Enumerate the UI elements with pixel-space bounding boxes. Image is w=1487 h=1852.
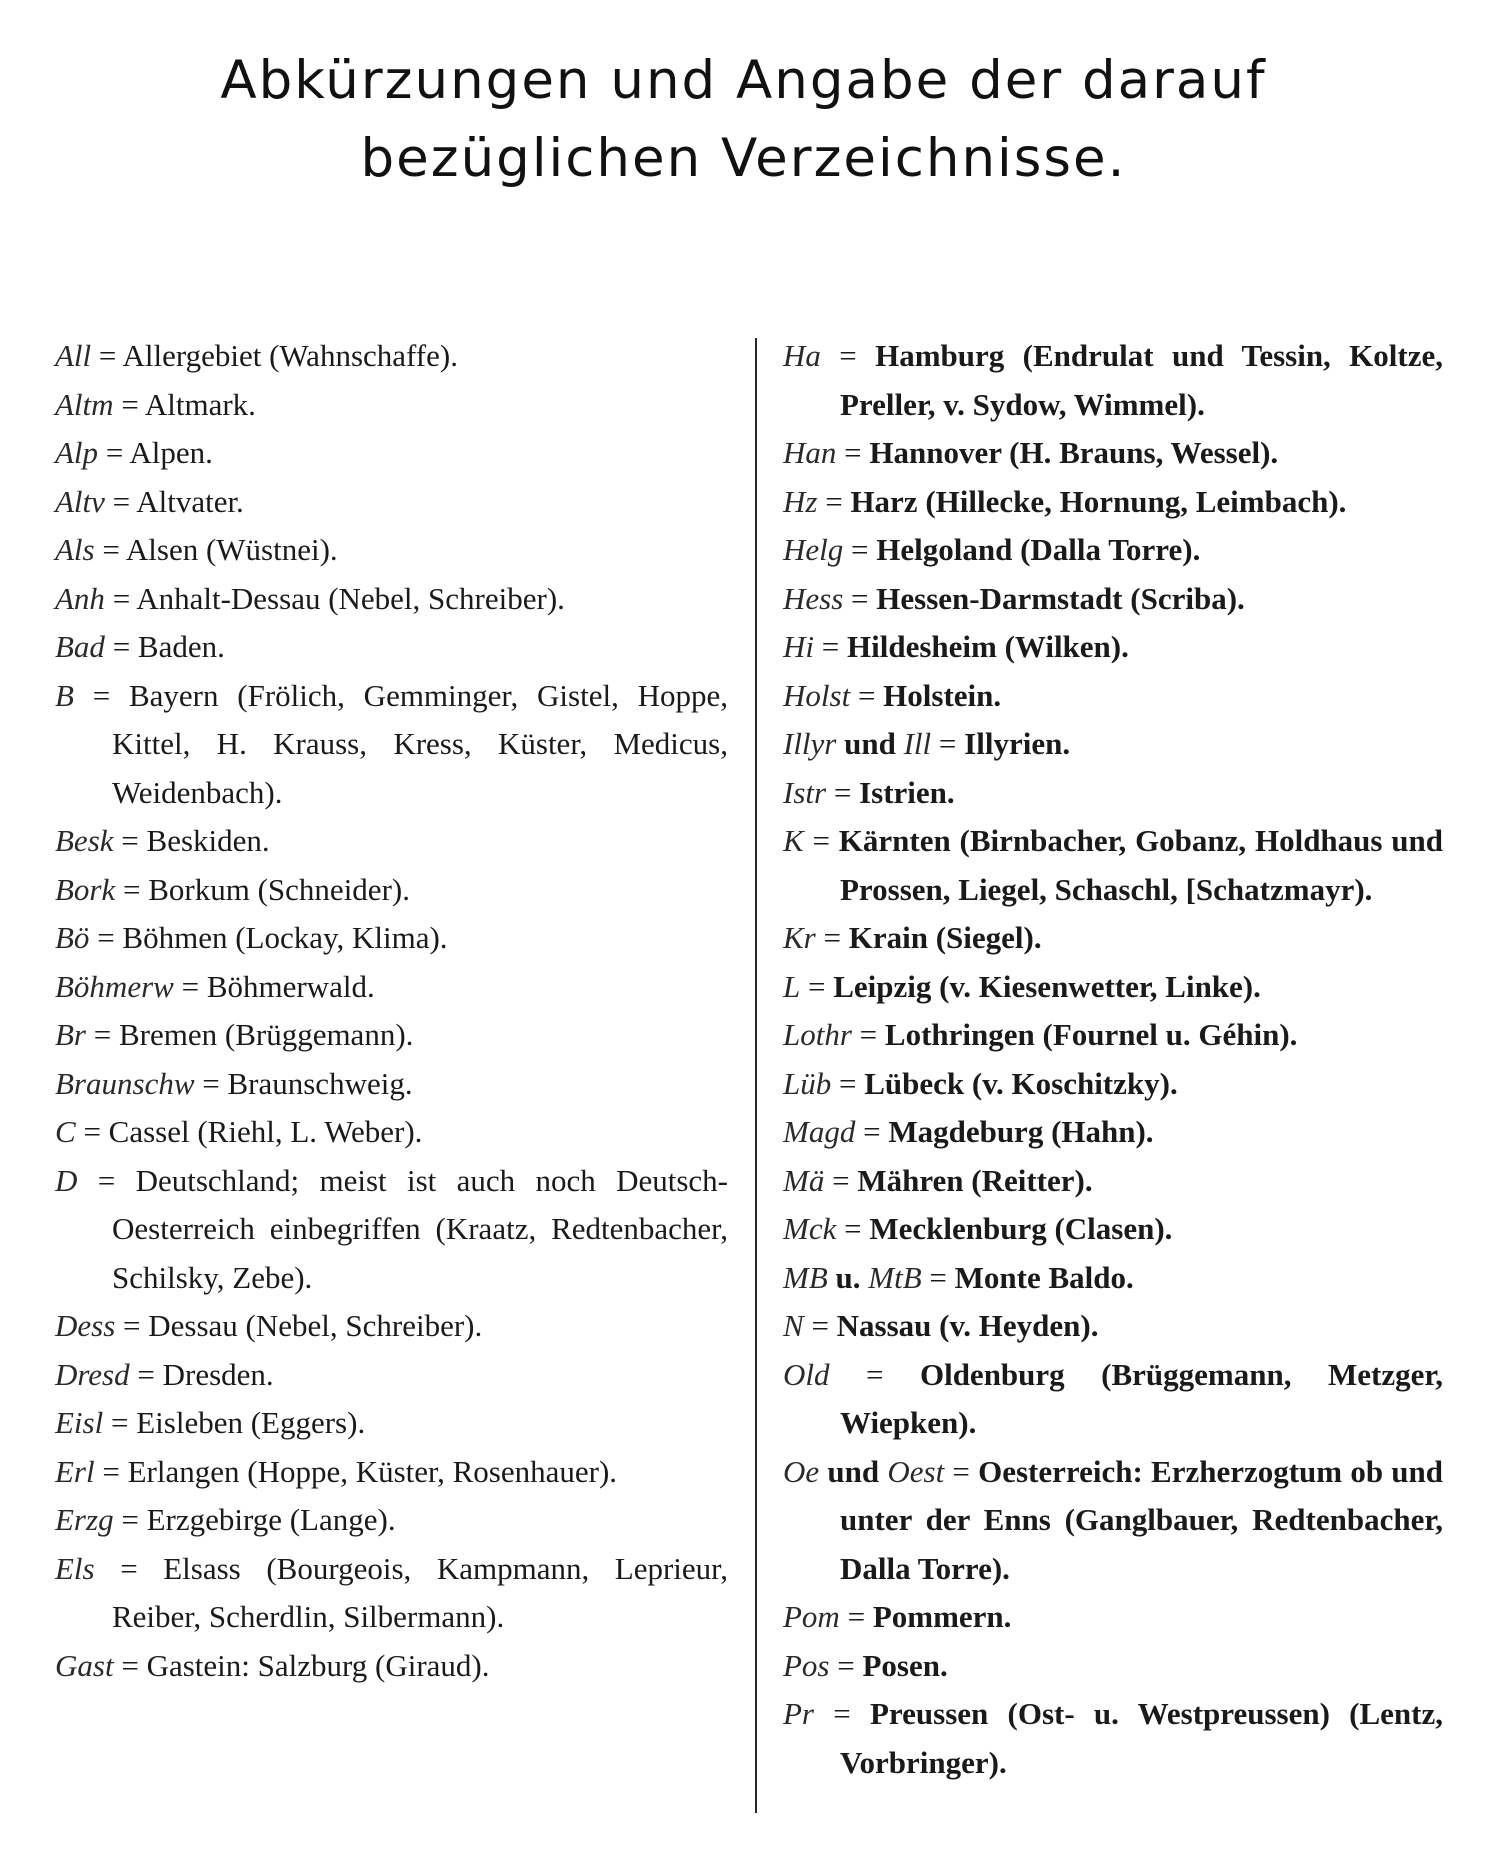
abbreviation-conjunction: u. <box>835 1259 861 1295</box>
entry-description: Gastein: Salzburg (Giraud). <box>146 1647 490 1683</box>
abbreviation-entry <box>55 1157 728 1303</box>
equals-sign: = <box>115 1308 149 1343</box>
entry-description: Oldenburg (Brüggemann, Metzger, Wiepken). <box>840 1356 1443 1440</box>
equals-sign: = <box>843 580 877 616</box>
entry-description: Borkum (Schneider). <box>148 871 410 907</box>
abbreviation-entry <box>783 429 1443 478</box>
abbreviation-entry <box>55 1496 728 1545</box>
abbreviation: Gast <box>55 1647 114 1683</box>
equals-sign: = <box>73 677 129 713</box>
abbreviation-entry <box>55 817 728 866</box>
abbreviation-entry <box>783 1205 1443 1254</box>
abbreviation: Böhmerw <box>55 968 174 1004</box>
entry-description: Böhmen (Lockay, Klima). <box>122 920 448 955</box>
title-line-1: Abkürzungen und Angabe der darauf <box>220 50 1267 111</box>
equals-sign: = <box>103 1405 137 1440</box>
abbreviation: K <box>783 823 804 858</box>
abbreviation-entry <box>783 1642 1443 1691</box>
abbreviation-entry <box>783 769 1443 818</box>
equals-sign: = <box>113 823 147 858</box>
abbreviation: Helg <box>783 532 844 567</box>
abbreviation-entry <box>55 429 728 478</box>
page-title <box>0 42 1487 198</box>
entry-description: Erlangen (Hoppe, Küster, Rosenhauer). <box>127 1453 618 1489</box>
equals-sign: = <box>836 1211 870 1246</box>
abbreviation-entry <box>783 817 1443 914</box>
entry-description: Posen. <box>862 1647 948 1683</box>
equals-sign: = <box>98 435 130 470</box>
entry-description: Allergebiet (Wahnschaffe). <box>122 338 458 373</box>
entry-description: Magdeburg (Hahn). <box>888 1114 1154 1149</box>
equals-sign: = <box>104 580 137 616</box>
entry-description: Hannover (H. Brauns, Wessel). <box>869 435 1279 470</box>
equals-sign: = <box>826 774 860 810</box>
abbreviation-entry <box>783 1060 1443 1109</box>
equals-sign: = <box>104 483 137 519</box>
entry-description: Holstein. <box>883 677 1002 713</box>
abbreviation-entry <box>783 1593 1443 1642</box>
entry-description: Altmark. <box>144 386 256 422</box>
equals-sign: = <box>829 1356 920 1392</box>
abbreviation-entry <box>783 623 1443 672</box>
equals-sign: = <box>931 726 965 761</box>
entry-description: Altvater. <box>136 483 244 519</box>
entry-description: Istrien. <box>859 774 955 810</box>
abbreviation: Als <box>55 532 95 567</box>
entry-description: Hessen-Darmstadt (Scriba). <box>876 580 1245 616</box>
entry-description: Harz (Hillecke, Hornung, Leimbach). <box>850 483 1347 519</box>
entry-description: Beskiden. <box>146 823 270 858</box>
abbreviation-entry <box>55 381 728 430</box>
abbreviation: Han <box>783 435 837 470</box>
equals-sign: = <box>850 677 884 713</box>
entry-description: Preussen (Ost- u. Westpreussen) (Lentz, Vorbringer). <box>840 1696 1444 1780</box>
abbreviation: Altv <box>55 483 105 519</box>
entry-description: Elsass (Bourgeois, Kampmann, Leprieur, Reiber, Scherdlin, Silbermann). <box>112 1550 729 1634</box>
entry-description: Eisleben (Eggers). <box>136 1405 366 1440</box>
abbreviation-entry <box>783 332 1443 429</box>
abbreviation: Anh <box>55 580 105 616</box>
equals-sign: = <box>91 338 123 373</box>
entry-description: Alpen. <box>129 435 213 470</box>
abbreviation-conjunction: und <box>844 726 896 761</box>
equals-sign: = <box>94 1453 128 1489</box>
abbreviation-entry <box>55 332 728 381</box>
equals-sign: = <box>803 823 839 858</box>
abbreviation: Dess <box>55 1308 116 1343</box>
abbreviation-entry <box>55 914 728 963</box>
abbreviation-entry <box>55 1399 728 1448</box>
abbreviation: Besk <box>55 823 114 858</box>
equals-sign: = <box>944 1453 979 1489</box>
abbreviation-entry <box>783 963 1443 1012</box>
entry-description: Alsen (Wüstnei). <box>125 532 338 567</box>
equals-sign: = <box>803 1308 837 1343</box>
abbreviation: Pos <box>783 1647 830 1683</box>
abbreviation: Alp <box>55 435 99 470</box>
abbreviation-entry <box>783 1351 1443 1448</box>
equals-sign: = <box>836 435 870 470</box>
abbreviation-entry <box>783 1302 1443 1351</box>
title-line-2: bezüglichen Verzeichnisse. <box>360 128 1127 189</box>
abbreviation: Istr <box>783 774 827 810</box>
abbreviation: Hz <box>783 483 818 519</box>
abbreviation: Magd <box>783 1114 856 1149</box>
abbreviation: Lüb <box>783 1065 832 1101</box>
abbreviation: Bö <box>55 920 90 955</box>
right-column <box>783 332 1443 1787</box>
abbreviation-entry <box>783 1690 1443 1787</box>
entry-description: Hamburg (Endrulat und Tessin, Koltze, Preller, v. Sydow, Wimmel). <box>840 338 1443 422</box>
entry-description: Dresden. <box>162 1356 274 1392</box>
abbreviation-entry <box>55 575 728 624</box>
abbreviation: Hess <box>783 580 844 616</box>
equals-sign: = <box>115 871 149 907</box>
abbreviation: Old <box>783 1356 830 1392</box>
abbreviation: Holst <box>783 677 851 713</box>
entry-description: Deutschland; meist ist auch noch Deutsch-Oesterreich einbegriffen (Kraatz, Redtenbacher, Schilsky, Zebe). <box>112 1162 729 1295</box>
entry-description: Bremen (Brüggemann). <box>118 1017 414 1052</box>
abbreviation-entry <box>783 720 1443 769</box>
equals-sign: = <box>829 1647 863 1683</box>
equals-sign: = <box>814 1696 870 1731</box>
abbreviation-alternate: Oest <box>887 1453 945 1489</box>
abbreviation: B <box>55 677 74 713</box>
entry-description: Kärnten (Birnbacher, Gobanz, Holdhaus und Prossen, Liegel, Schaschl, [Schatzmayr). <box>838 823 1443 907</box>
abbreviation-entry <box>55 1351 728 1400</box>
entry-description: Nassau (v. Heyden). <box>836 1308 1099 1343</box>
left-column <box>55 332 728 1690</box>
abbreviation: Ha <box>783 338 821 373</box>
abbreviation: Bork <box>55 871 116 907</box>
abbreviation-entry <box>55 526 728 575</box>
abbreviation-alternate: Ill <box>903 726 932 761</box>
equals-sign: = <box>173 968 207 1004</box>
entry-description: Böhmerwald. <box>206 968 375 1004</box>
abbreviation-entry <box>55 1302 728 1351</box>
equals-sign: = <box>817 483 851 519</box>
abbreviation: N <box>783 1308 804 1343</box>
abbreviation-entry <box>55 478 728 527</box>
abbreviation-entry <box>55 1448 728 1497</box>
abbreviation-entry <box>783 478 1443 527</box>
abbreviation: Lothr <box>783 1017 852 1052</box>
entry-description: Monte Baldo. <box>954 1259 1134 1295</box>
equals-sign: = <box>851 1017 885 1052</box>
equals-sign: = <box>94 532 126 567</box>
entry-description: Illyrien. <box>964 726 1071 761</box>
abbreviation: L <box>783 968 801 1004</box>
abbreviation-conjunction: und <box>827 1453 880 1489</box>
abbreviation: Dresd <box>55 1356 130 1392</box>
abbreviation-entry <box>783 1157 1443 1206</box>
equals-sign: = <box>86 1017 119 1052</box>
abbreviation: Eisl <box>55 1405 104 1440</box>
equals-sign: = <box>831 1065 865 1101</box>
entry-description: Dessau (Nebel, Schreiber). <box>148 1308 483 1343</box>
abbreviation: D <box>55 1162 78 1198</box>
equals-sign: = <box>75 1114 109 1149</box>
equals-sign: = <box>94 1550 164 1586</box>
abbreviation: Bad <box>55 629 105 664</box>
equals-sign: = <box>921 1259 955 1295</box>
abbreviation-entry <box>55 963 728 1012</box>
entry-description: Mähren (Reitter). <box>857 1162 1093 1198</box>
abbreviation-entry <box>55 1060 728 1109</box>
equals-sign: = <box>839 1599 873 1634</box>
abbreviation-entry <box>783 526 1443 575</box>
entry-description: Leipzig (v. Kiesenwetter, Linke). <box>833 968 1261 1004</box>
entry-description: Hildesheim (Wilken). <box>846 629 1129 664</box>
entry-description: Lothringen (Fournel u. Géhin). <box>884 1017 1298 1052</box>
equals-sign: = <box>113 1647 147 1683</box>
abbreviation-entry <box>55 623 728 672</box>
abbreviation: Altm <box>55 386 114 422</box>
entry-description: Anhalt-Dessau (Nebel, Schreiber). <box>136 580 565 616</box>
entry-description: Lübeck (v. Koschitzky). <box>864 1065 1178 1101</box>
entry-description: Cassel (Riehl, L. Weber). <box>108 1114 423 1149</box>
equals-sign: = <box>129 1356 163 1392</box>
abbreviation: Erzg <box>55 1502 114 1537</box>
equals-sign: = <box>855 1114 889 1149</box>
equals-sign: = <box>814 629 847 664</box>
abbreviation: MB <box>783 1259 828 1295</box>
entry-description: Baden. <box>137 629 225 664</box>
equals-sign: = <box>843 532 877 567</box>
abbreviation-entry <box>55 866 728 915</box>
equals-sign: = <box>113 386 145 422</box>
entry-description: Braunschweig. <box>227 1065 413 1101</box>
abbreviation-entry <box>783 914 1443 963</box>
abbreviation-entry <box>55 1545 728 1642</box>
entry-description: Helgoland (Dalla Torre). <box>876 532 1201 567</box>
abbreviation: Braunschw <box>55 1065 195 1101</box>
entry-description: Oesterreich: Erzherzogtum ob und unter der Enns (Ganglbauer, Redtenbacher, Dalla Torre). <box>840 1453 1444 1586</box>
equals-sign: = <box>194 1065 228 1101</box>
abbreviation: Kr <box>783 920 816 955</box>
abbreviation: C <box>55 1114 76 1149</box>
equals-sign: = <box>800 968 834 1004</box>
equals-sign: = <box>815 920 849 955</box>
abbreviation: Els <box>55 1550 95 1586</box>
abbreviation: Mck <box>783 1211 837 1246</box>
abbreviation: All <box>55 338 92 373</box>
equals-sign: = <box>89 920 123 955</box>
equals-sign: = <box>113 1502 147 1537</box>
abbreviation: Pr <box>783 1696 814 1731</box>
abbreviation: Mä <box>783 1162 825 1198</box>
abbreviation-entry <box>783 1011 1443 1060</box>
abbreviation: Illyr <box>783 726 837 761</box>
equals-sign: = <box>77 1162 136 1198</box>
abbreviation-entry <box>783 575 1443 624</box>
abbreviation-entry <box>55 1108 728 1157</box>
abbreviation-entry <box>55 672 728 818</box>
abbreviation-entry <box>55 1642 728 1691</box>
entry-description: Bayern (Frölich, Gemminger, Gistel, Hoppe, Kittel, H. Krauss, Kress, Küster, Medicus, Weidenbach). <box>112 677 729 810</box>
abbreviation: Hi <box>783 629 814 664</box>
abbreviation-entry <box>783 1448 1443 1594</box>
entry-description: Mecklenburg (Clasen). <box>869 1211 1173 1246</box>
abbreviation: Oe <box>783 1453 820 1489</box>
entry-description: Pommern. <box>872 1599 1012 1634</box>
equals-sign: = <box>824 1162 858 1198</box>
column-divider <box>755 338 757 1813</box>
equals-sign: = <box>820 338 876 373</box>
abbreviation: Erl <box>55 1453 95 1489</box>
abbreviation: Br <box>55 1017 86 1052</box>
entry-description: Krain (Siegel). <box>848 920 1042 955</box>
equals-sign: = <box>104 629 138 664</box>
entry-description: Erzgebirge (Lange). <box>146 1502 396 1537</box>
abbreviation: Pom <box>783 1599 840 1634</box>
abbreviation-entry <box>55 1011 728 1060</box>
abbreviation-entry <box>783 672 1443 721</box>
abbreviation-alternate: MtB <box>868 1259 922 1295</box>
abbreviation-entry <box>783 1108 1443 1157</box>
abbreviation-entry <box>783 1254 1443 1303</box>
